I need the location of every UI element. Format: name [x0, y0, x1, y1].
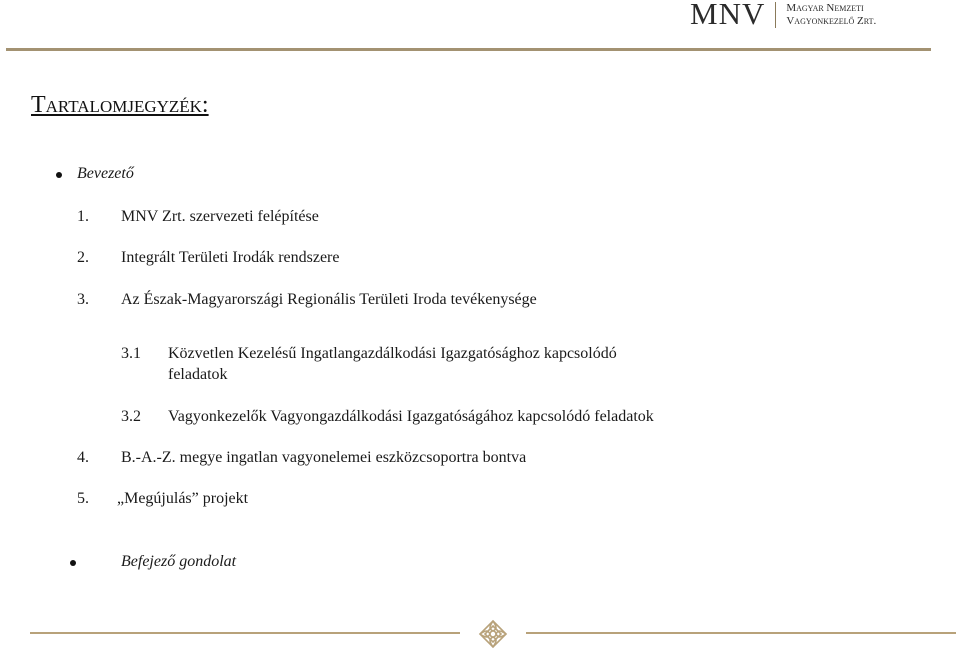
- toc-item-3: [77, 291, 537, 309]
- toc-item-1: [77, 208, 319, 226]
- bullet-icon: [70, 560, 76, 566]
- toc-intro: Bevezető: [77, 165, 134, 182]
- toc-closing: Befejező gondolat: [121, 553, 237, 570]
- logo-line-1: Magyar Nemzeti: [786, 2, 864, 14]
- toc-item-text: Integrált Területi Irodák rendszere: [121, 249, 340, 266]
- toc-item-5: [77, 490, 249, 508]
- footer-rule-left: [30, 632, 460, 634]
- ornament-icon: [478, 619, 508, 649]
- logo-line-2: Vagyonkezelő Zrt.: [786, 15, 877, 27]
- toc-item-number: 2.: [77, 249, 89, 266]
- toc-subitem-number: 3.1: [121, 345, 141, 362]
- toc-item-number: 5.: [77, 490, 89, 507]
- toc-subitem-text: Közvetlen Kezelésű Ingatlangazdálkodási Igazgatósághoz kapcsolódó: [168, 345, 617, 362]
- toc-subitem-text: Vagyonkezelők Vagyongazdálkodási Igazgatóságához kapcsolódó feladatok: [168, 408, 654, 425]
- bullet-icon: [56, 172, 62, 178]
- toc-subitem-3-2: [121, 408, 654, 426]
- toc-item-number: 1.: [77, 208, 89, 225]
- toc-item-number: 4.: [77, 449, 89, 466]
- toc-item-text: Az Észak-Magyarországi Regionális Területi Iroda tevékenysége: [121, 291, 537, 308]
- toc-subitem-3-1: [121, 345, 617, 363]
- toc-item-text: B.-A.-Z. megye ingatlan vagyonelemei eszközcsoportra bontva: [121, 449, 527, 466]
- logo-mark: MNV: [690, 0, 766, 31]
- toc-item-text: „Megújulás” projekt: [117, 490, 249, 507]
- logo-divider: [775, 2, 776, 28]
- logo-text: [786, 2, 876, 28]
- page-title: Tartalomjegyzék:: [31, 92, 209, 118]
- toc-item-4: [77, 449, 527, 467]
- mnv-logo: [690, 0, 876, 30]
- toc-subitem-number: 3.2: [121, 408, 141, 425]
- header-rule: [6, 48, 931, 51]
- toc-item-number: 3.: [77, 291, 89, 308]
- toc-item-text: MNV Zrt. szervezeti felépítése: [121, 208, 319, 225]
- toc-subitem-3-1-continuation: feladatok: [168, 366, 228, 383]
- toc-item-2: [77, 249, 340, 267]
- footer-rule-right: [526, 632, 956, 634]
